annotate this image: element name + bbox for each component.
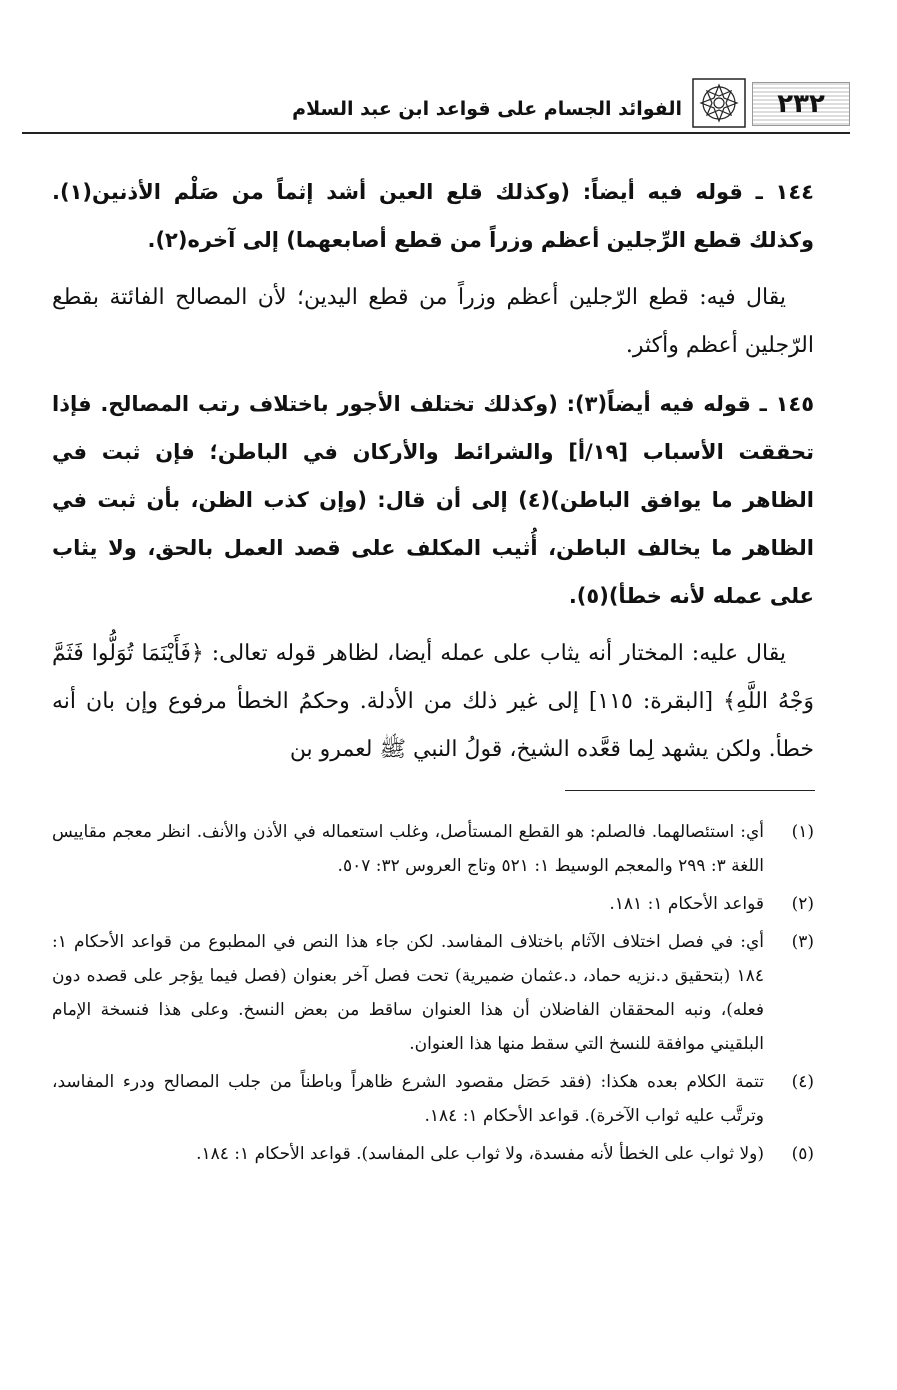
footnotes bbox=[52, 815, 814, 1175]
footnote-divider bbox=[565, 790, 815, 791]
paragraph-commentary-2: يقال عليه: المختار أنه يثاب على عمله أيضا، لظاهر قوله تعالى: ﴿فَأَيْنَمَا تُوَلُّوا فَثَمَّ وَجْهُ اللَّهِ﴾ [البقرة: ١١٥] إلى غير ذلك من الأدلة. وحكمُ الخطأ مرفوع وإن بان أنه خطأ. ولكن يشهد لِما قعَّده الشيخ، قولُ النبي ﷺ لعمرو بن bbox=[52, 641, 814, 762]
footnote-number: (٤) bbox=[791, 1072, 814, 1092]
main-text bbox=[52, 168, 814, 784]
footnote-number: (٢) bbox=[791, 894, 814, 914]
footnote-text: أي: في فصل اختلاف الآثام باختلاف المفاسد. لكن جاء هذا النص في المطبوع من قواعد الأحكام ١: ١٨٤ (بتحقيق د.نزيه حماد، د.عثمان ضميرية) تحت فصل آخر بعنوان (فصل فيما يؤجر على قصده دون فعله)، ونبه المحققان الفاضلان أن هذا العنوان ساقط من بعض النسخ. وعلى هذا فنسخة الإمام البلقيني موافقة للنسخ التي سقط منها هذا العنوان. bbox=[52, 932, 764, 1054]
page-number: ٢٣٢ bbox=[752, 82, 850, 126]
footnote-text: (ولا ثواب على الخطأ لأنه مفسدة، ولا ثواب على المفاسد). قواعد الأحكام ١: ١٨٤. bbox=[196, 1144, 764, 1164]
footnote-text: تتمة الكلام بعده هكذا: (فقد حَصَل مقصود الشرع ظاهراً وباطناً من جلب المصالح ودرء المفاسد، وترتَّب عليه ثواب الآخرة). قواعد الأحكام ١: ١٨٤. bbox=[52, 1072, 764, 1126]
header-rule bbox=[22, 132, 850, 134]
footnote bbox=[52, 1137, 814, 1171]
footnote-number: (١) bbox=[791, 822, 814, 842]
footnote bbox=[52, 887, 814, 921]
footnote-text: أي: استئصالهما. فالصلم: هو القطع المستأصل، وغلب استعماله في الأذن والأنف. انظر معجم مقاييس اللغة ٣: ٢٩٩ والمعجم الوسيط ١: ٥٢١ وتاج العروس ٣٢: ٥٠٧. bbox=[52, 822, 764, 876]
footnote bbox=[52, 815, 814, 883]
footnote bbox=[52, 925, 814, 1061]
footnote-number: (٣) bbox=[791, 932, 814, 952]
page-header bbox=[22, 78, 850, 134]
paragraph-commentary-1: يقال فيه: قطع الرّجلين أعظم وزراً من قطع اليدين؛ لأن المصالح الفائتة بقطع الرّجلين أعظم وأكثر. bbox=[52, 285, 814, 358]
footnote bbox=[52, 1065, 814, 1133]
footnote-text: قواعد الأحكام ١: ١٨١. bbox=[609, 894, 764, 914]
ornament-icon bbox=[692, 78, 746, 128]
paragraph-144: ١٤٤ ـ قوله فيه أيضاً: (وكذلك قلع العين أشد إثماً من صَلْم الأذنين(١). وكذلك قطع الرِّجلين أعظم وزراً من قطع أصابعهما) إلى آخره(٢). bbox=[52, 180, 814, 252]
running-title: الفوائد الجسام على قواعد ابن عبد السلام bbox=[292, 98, 682, 120]
paragraph-145: ١٤٥ ـ قوله فيه أيضاً(٣): (وكذلك تختلف الأجور باختلاف رتب المصالح. فإذا تحققت الأسباب [١٩/أ] والشرائط والأركان في الباطن؛ فإن ثبت في الظاهر ما يوافق الباطن)(٤) إلى أن قال: (وإن كذب الظن، بأن ثبت في الظاهر ما يخالف الباطن، أُثيب المكلف على قصد العمل بالحق، ولا يثاب على عمله لأنه خطأ)(٥). bbox=[52, 392, 815, 608]
footnote-number: (٥) bbox=[791, 1144, 814, 1164]
